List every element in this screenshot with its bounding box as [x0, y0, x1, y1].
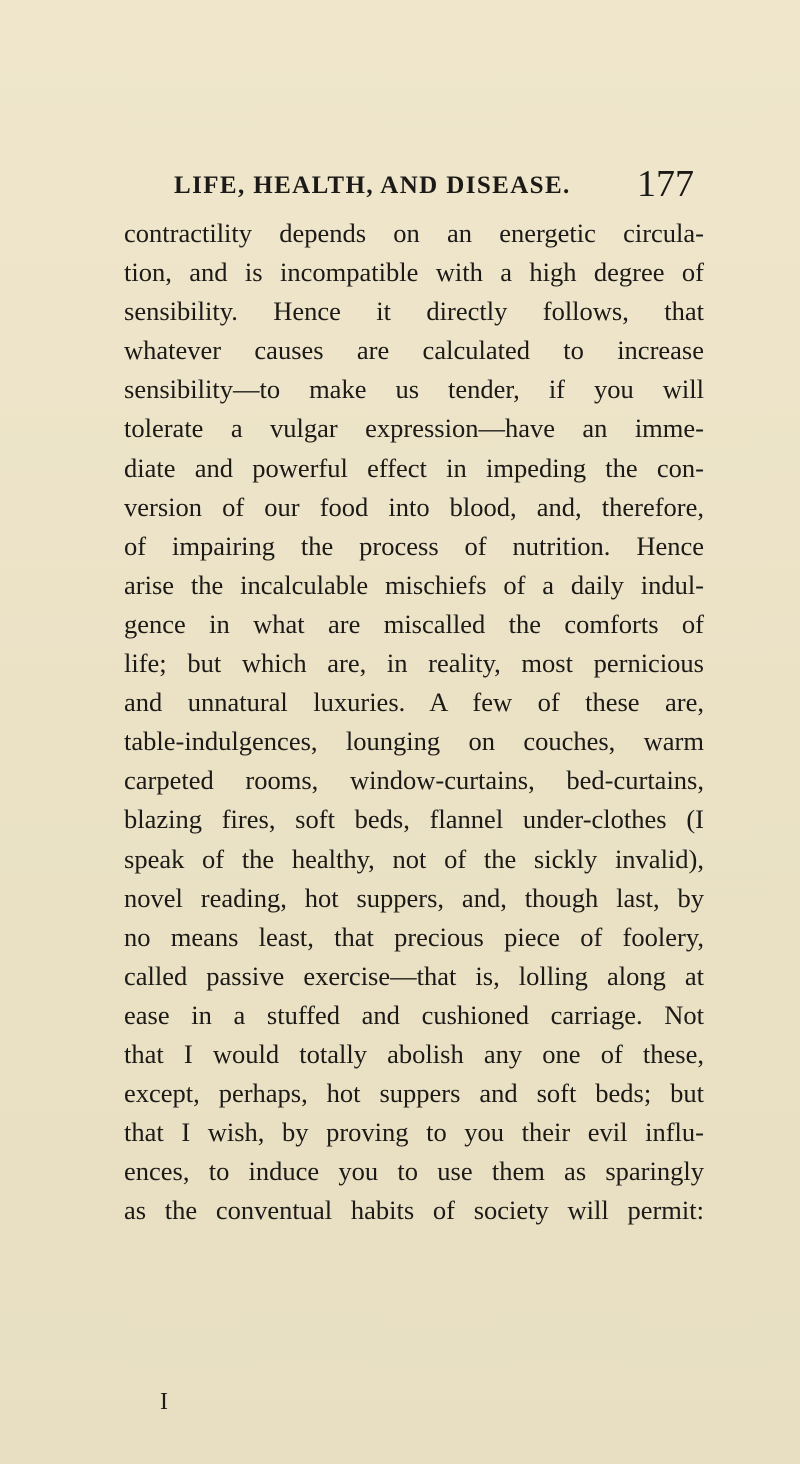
text-line: whatever causes are calculated to increase	[124, 335, 704, 366]
text-line: sensibility. Hence it directly follows, that	[124, 296, 704, 327]
text-line: arise the incalculable mischiefs of a daily indul-	[124, 569, 704, 600]
text-line: and unnatural luxuries. A few of these are,	[124, 687, 704, 718]
text-line: ease in a stuffed and cushioned carriage. Not	[124, 999, 704, 1030]
text-line: gence in what are miscalled the comforts of	[124, 608, 704, 639]
page-number: 177	[637, 163, 694, 205]
text-line: contractility depends on an energetic circula-	[124, 218, 704, 248]
text-line: of impairing the process of nutrition. Hence	[124, 530, 704, 561]
text-line: novel reading, hot suppers, and, though last, by	[124, 882, 704, 913]
text-line: life; but which are, in reality, most pernicious	[124, 648, 704, 679]
text-line: version of our food into blood, and, therefore,	[124, 491, 704, 522]
text-line: that I would totally abolish any one of these,	[124, 1038, 704, 1069]
running-head	[174, 163, 694, 208]
text-line: table-indulgences, lounging on couches, warm	[124, 726, 704, 757]
text-line: as the conventual habits of society will permit:	[124, 1195, 704, 1226]
text-line: called passive exercise—that is, lolling along at	[124, 960, 704, 991]
text-line: tolerate a vulgar expression—have an imme-	[124, 413, 704, 444]
text-line: diate and powerful effect in impeding the con-	[124, 452, 704, 483]
text-line: blazing fires, soft beds, flannel under-clothes (I	[124, 804, 704, 835]
text-line: that I wish, by proving to you their evil influ-	[124, 1117, 704, 1148]
text-line: tion, and is incompatible with a high degree of	[124, 257, 704, 288]
text-line: except, perhaps, hot suppers and soft beds; but	[124, 1078, 704, 1109]
text-line: no means least, that precious piece of foolery,	[124, 921, 704, 952]
signature-mark: I	[160, 1389, 168, 1415]
running-title: LIFE, HEALTH, AND DISEASE.	[174, 172, 571, 199]
body-text	[124, 214, 704, 1230]
text-line: carpeted rooms, window-curtains, bed-curtains,	[124, 765, 704, 796]
text-line: sensibility—to make us tender, if you will	[124, 374, 704, 405]
text-line: speak of the healthy, not of the sickly invalid),	[124, 843, 704, 874]
text-line: ences, to induce you to use them as sparingly	[124, 1156, 704, 1187]
